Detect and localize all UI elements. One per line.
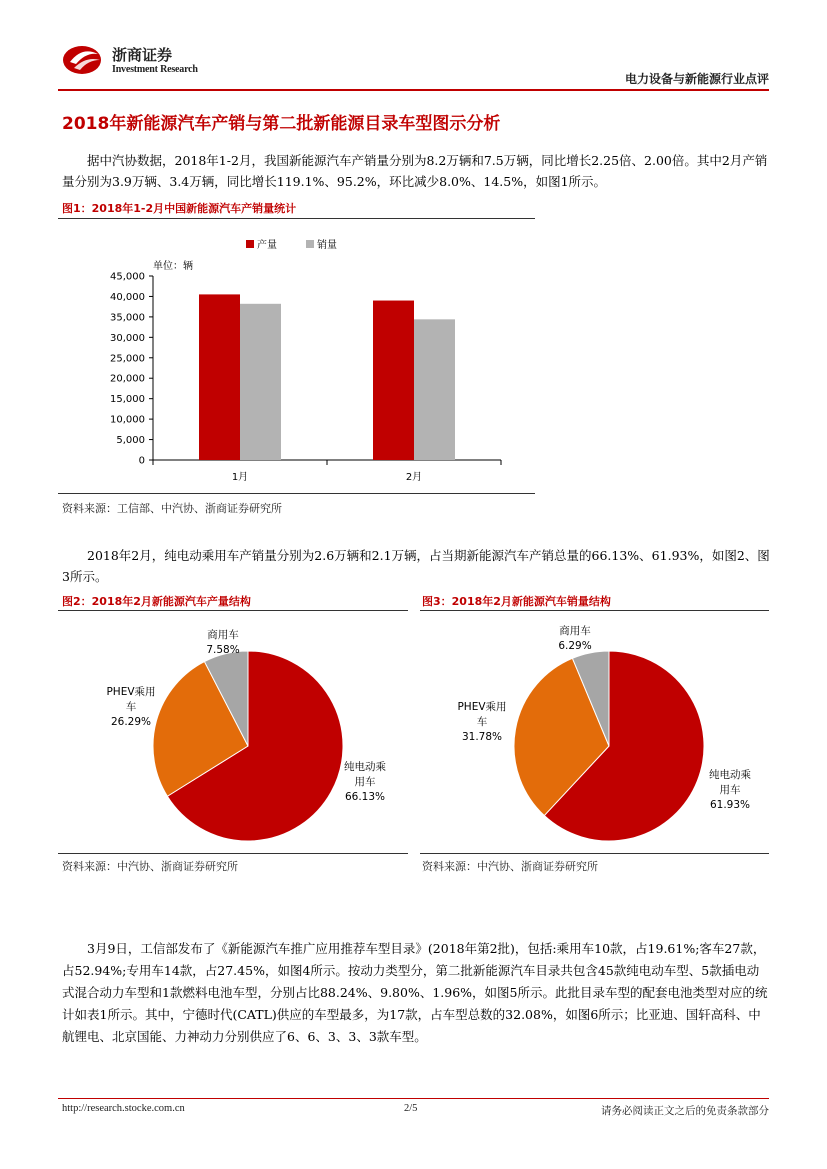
y-tick-label: 20,000 — [110, 373, 145, 385]
logo-icon — [62, 40, 106, 76]
paragraph-3: 3月9日，工信部发布了《新能源汽车推广应用推荐车型目录》(2018年第2批)，包括:乘用车10款，占19.61%;客车27款，占52.94%;专用车14款，占27.45%，如图4所示。按动力类型分，第二批新能源汽车目录共包含45款纯电动车型、5款插电动式混合动力车型和1款燃料电池车型，分别占比88.24%、9.80%、1.96%，如图5所示。此批目录车型的配套电池类型对应的统计如表1所示。其中，宁德时代(CATL)供应的车型最多，为17款，占车型总数的32.08%，如图6所示；比亚迪、国轩高科、中航锂电、北京国能、力神动力分别供应了6、6、3、3、3款车型。 — [62, 941, 768, 1044]
y-tick-label: 10,000 — [110, 414, 145, 426]
figure-2-title: 图2：2018年2月新能源汽车产量结构 — [62, 595, 251, 608]
pie-label-2: 商用车6.29% — [558, 625, 592, 652]
header-divider — [58, 89, 769, 91]
pie-chart-sales — [420, 612, 769, 852]
bar-销量-1月 — [240, 304, 281, 460]
footer-divider — [58, 1098, 769, 1099]
bar-产量-1月 — [199, 294, 240, 460]
pie-label-2: 商用车7.58% — [206, 629, 240, 656]
figure-2-source: 资料来源：中汽协、浙商证券研究所 — [62, 860, 238, 873]
pie-label-0: 纯电动乘用车66.13% — [344, 761, 386, 803]
unit-label: 单位：辆 — [153, 261, 193, 272]
figure-3-bottom-rule — [420, 853, 769, 854]
figure-1-bottom-rule — [58, 493, 535, 494]
logo-subtext: Investment Research — [112, 64, 198, 75]
bar-销量-2月 — [414, 319, 455, 460]
page-number: 2/5 — [404, 1103, 418, 1114]
figure-3-title: 图3：2018年2月新能源汽车销量结构 — [422, 595, 611, 608]
x-tick-label: 1月 — [231, 472, 249, 483]
footer-url[interactable]: http://research.stocke.com.cn — [62, 1103, 185, 1114]
bar-chart — [58, 222, 538, 490]
x-tick-label: 2月 — [405, 472, 423, 483]
figure-1-title: 图1：2018年1-2月中国新能源汽车产销量统计 — [62, 202, 297, 215]
figure-3-top-rule — [420, 610, 769, 611]
figure-3-source: 资料来源：中汽协、浙商证券研究所 — [422, 860, 598, 873]
pie-chart-production — [58, 612, 408, 852]
figure-1-top-rule — [58, 218, 535, 219]
figure-2-top-rule — [58, 610, 408, 611]
y-tick-label: 35,000 — [110, 312, 145, 324]
y-tick-label: 45,000 — [110, 271, 145, 283]
legend-label-1: 销量 — [317, 240, 337, 251]
y-tick-label: 0 — [138, 455, 145, 467]
pie-label-1: PHEV乘用车31.78% — [457, 701, 507, 743]
section-title: 2018年新能源汽车产销与第二批新能源目录车型图示分析 — [62, 114, 501, 134]
bar-产量-2月 — [373, 301, 414, 460]
footer-disclaimer: 请务必阅读正文之后的免责条款部分 — [601, 1105, 769, 1117]
y-tick-label: 5,000 — [116, 435, 145, 447]
pie-label-0: 纯电动乘用车61.93% — [709, 769, 751, 811]
y-tick-label: 25,000 — [110, 353, 145, 365]
figure-1-source: 资料来源：工信部、中汽协、浙商证券研究所 — [62, 502, 282, 515]
pie-label-1: PHEV乘用车26.29% — [106, 686, 156, 728]
logo-text: 浙商证券 — [112, 46, 173, 64]
legend-swatch-0 — [246, 240, 254, 248]
y-tick-label: 40,000 — [110, 291, 145, 303]
report-category: 电力设备与新能源行业点评 — [624, 72, 769, 86]
figure-2-bottom-rule — [58, 853, 408, 854]
y-tick-label: 15,000 — [110, 394, 145, 406]
legend-swatch-1 — [306, 240, 314, 248]
y-tick-label: 30,000 — [110, 332, 145, 344]
legend-label-0: 产量 — [257, 240, 277, 251]
paragraph-2: 2018年2月，纯电动乘用车产销量分别为2.6万辆和2.1万辆，占当期新能源汽车产销总量的66.13%、61.93%，如图2、图3所示。 — [62, 548, 770, 584]
paragraph-1: 据中汽协数据，2018年1-2月，我国新能源汽车产销量分别为8.2万辆和7.5万辆，同比增长2.25倍、2.00倍。其中2月产销量分别为3.9万辆、3.4万辆，同比增长119.1%、95.2%，环比减少8.0%、14.5%，如图1所示。 — [62, 153, 768, 189]
